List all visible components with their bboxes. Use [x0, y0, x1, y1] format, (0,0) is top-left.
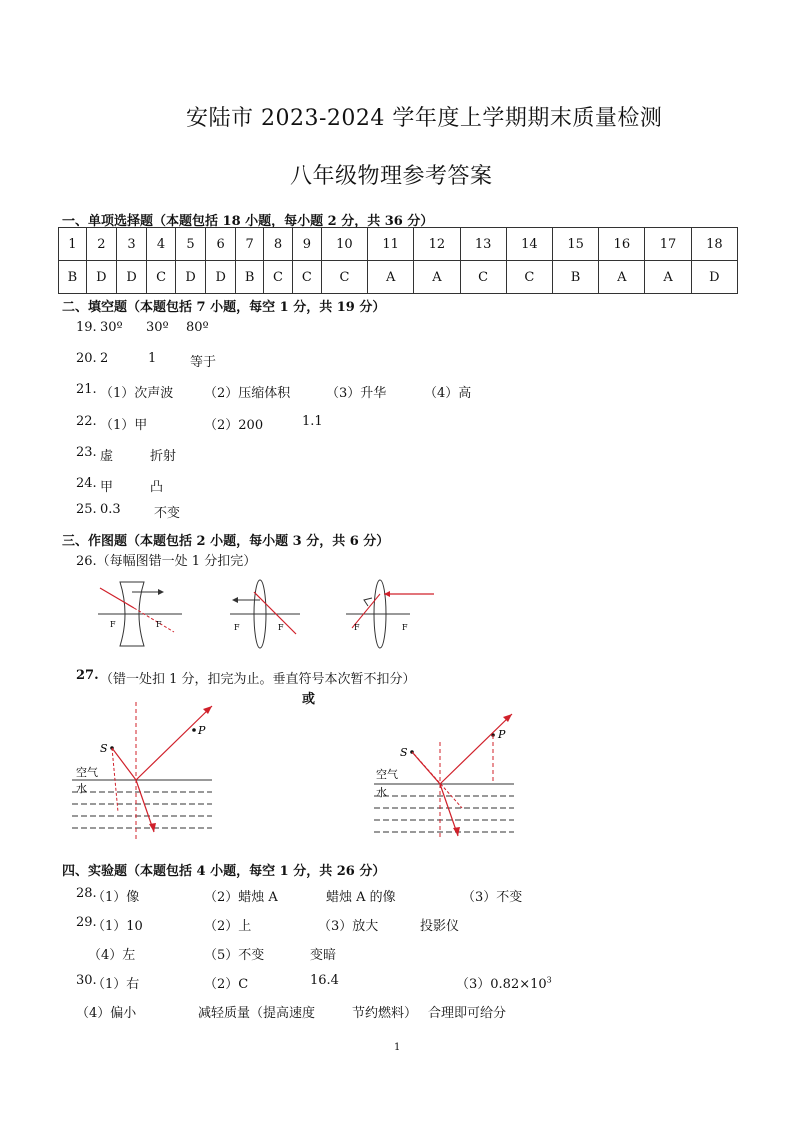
section-1-heading: 一、单项选择题（本题包括 18 小题，每小题 2 分，共 36 分） — [62, 214, 434, 229]
q27-note: （错一处扣 1 分，扣完为止。垂直符号本次暂不扣分） — [100, 672, 416, 687]
svg-text:F: F — [402, 623, 408, 632]
answer-cell: B — [552, 261, 598, 294]
q29-answer-e: （4）左 — [88, 948, 136, 963]
convex-lens-diagram-2 — [230, 580, 300, 648]
q28-answer-c: 蜡烛 A 的像 — [326, 890, 396, 905]
q24-answer-a: 甲 — [100, 480, 114, 495]
svg-text:S: S — [400, 746, 408, 759]
q29-answer-b: （2）上 — [204, 919, 252, 934]
q21-answer-b: （2）压缩体积 — [204, 386, 291, 401]
q28-answer-d: （3）不变 — [462, 890, 523, 905]
question-number-cell: 14 — [506, 228, 552, 261]
answer-cell: C — [506, 261, 552, 294]
q28-number: 28. — [76, 886, 97, 901]
answer-cell: C — [264, 261, 293, 294]
q20-number: 20. — [76, 351, 97, 366]
question-number-cell: 10 — [321, 228, 367, 261]
lens-diagrams — [90, 578, 450, 654]
q22-answer-b: （2）200 — [204, 418, 264, 433]
answer-cell: A — [414, 261, 460, 294]
svg-text:F: F — [110, 620, 116, 629]
convex-lens-diagram-3 — [346, 580, 434, 648]
q30-answer-d-exponent: 3 — [546, 975, 552, 985]
svg-text:水: 水 — [376, 786, 387, 799]
q30-number: 30. — [76, 973, 97, 988]
answer-cell: D — [175, 261, 205, 294]
q25-answer-b: 不变 — [154, 506, 181, 521]
q25-answer-a: 0.3 — [100, 502, 121, 517]
q30-answer-h: 合理即可给分 — [428, 1006, 507, 1021]
q20-answer-a: 2 — [100, 351, 109, 366]
answer-cell: A — [645, 261, 691, 294]
svg-text:S: S — [100, 742, 108, 755]
answer-cell: C — [460, 261, 506, 294]
question-number-cell: 9 — [292, 228, 321, 261]
q29-answer-c: （3）放大 — [318, 919, 379, 934]
q23-answer-a: 虚 — [100, 449, 114, 464]
svg-text:F: F — [156, 620, 162, 629]
q20-answer-b: 1 — [148, 351, 157, 366]
q22-answer-c: 1.1 — [302, 414, 323, 429]
q30-answer-e: （4）偏小 — [76, 1006, 137, 1021]
question-number-cell: 6 — [206, 228, 236, 261]
page-title: 安陆市 2023-2024 学年度上学期期末质量检测 — [186, 106, 663, 131]
refraction-diagram-right — [374, 712, 524, 842]
question-number-cell: 12 — [414, 228, 460, 261]
section-4-heading: 四、实验题（本题包括 4 小题，每空 1 分，共 26 分） — [62, 864, 386, 879]
question-number-cell: 5 — [175, 228, 205, 261]
answer-cell: D — [86, 261, 116, 294]
q25-number: 25. — [76, 502, 97, 517]
answer-cell: A — [368, 261, 414, 294]
question-number-cell: 3 — [116, 228, 146, 261]
q23-answer-b: 折射 — [150, 449, 177, 464]
q19-answer-b: 30º — [146, 320, 169, 335]
q21-number: 21. — [76, 382, 97, 397]
q19-number: 19. — [76, 320, 97, 335]
question-number-cell: 7 — [236, 228, 264, 261]
question-number-cell: 2 — [86, 228, 116, 261]
q22-number: 22. — [76, 414, 97, 429]
answer-row — [59, 261, 738, 294]
q20-answer-c: 等于 — [190, 355, 217, 370]
q19-answer-a: 30º — [100, 320, 123, 335]
question-number-cell: 18 — [691, 228, 737, 261]
answer-cell: D — [116, 261, 146, 294]
q24-number: 24. — [76, 476, 97, 491]
q27-number: 27. — [76, 668, 99, 683]
q29-number: 29. — [76, 915, 97, 930]
question-number-cell: 4 — [147, 228, 176, 261]
svg-text:空气: 空气 — [76, 766, 98, 779]
section-2-heading: 二、填空题（本题包括 7 小题，每空 1 分，共 19 分） — [62, 300, 386, 315]
section-3-heading: 三、作图题（本题包括 2 小题，每小题 3 分，共 6 分） — [62, 534, 390, 549]
answer-table — [58, 227, 738, 294]
q29-answer-f: （5）不变 — [204, 948, 265, 963]
question-number-cell: 17 — [645, 228, 691, 261]
q30-answer-d-base: （3）0.82×10 — [456, 977, 547, 992]
answer-cell: B — [236, 261, 264, 294]
question-number-cell: 13 — [460, 228, 506, 261]
q26-note: 26.（每幅图错一处 1 分扣完） — [76, 554, 257, 569]
question-number-cell: 16 — [599, 228, 645, 261]
q24-answer-b: 凸 — [150, 480, 164, 495]
q30-answer-d — [456, 973, 552, 992]
question-number-cell: 8 — [264, 228, 293, 261]
answer-cell: C — [292, 261, 321, 294]
svg-text:P: P — [198, 724, 206, 737]
question-number-cell: 1 — [59, 228, 87, 261]
q21-answer-d: （4）高 — [424, 386, 472, 401]
answer-cell: C — [147, 261, 176, 294]
q30-answer-f: 减轻质量（提高速度 — [198, 1006, 316, 1021]
q28-answer-a: （1）像 — [92, 890, 140, 905]
q29-answer-d: 投影仪 — [420, 919, 460, 934]
svg-text:F: F — [354, 623, 360, 632]
svg-text:水: 水 — [76, 782, 87, 795]
page-number: 1 — [394, 1042, 401, 1053]
concave-lens-diagram-1 — [98, 582, 182, 646]
q23-number: 23. — [76, 445, 97, 460]
q28-answer-b: （2）蜡烛 A — [204, 890, 278, 905]
q19-answer-c: 80º — [186, 320, 209, 335]
answer-cell: D — [206, 261, 236, 294]
q30-answer-a: （1）右 — [92, 977, 140, 992]
q21-answer-c: （3）升华 — [326, 386, 387, 401]
svg-text:P: P — [498, 728, 506, 741]
q21-answer-a: （1）次声波 — [100, 386, 174, 401]
svg-text:F: F — [278, 623, 284, 632]
or-label: 或 — [302, 692, 316, 707]
svg-text:空气: 空气 — [376, 768, 398, 781]
q30-answer-g: 节约燃料） — [352, 1006, 418, 1021]
question-number-row — [59, 228, 738, 261]
q29-answer-g: 变暗 — [310, 948, 337, 963]
page-subtitle: 八年级物理参考答案 — [290, 164, 493, 189]
question-number-cell: 11 — [368, 228, 414, 261]
q22-answer-a: （1）甲 — [100, 418, 148, 433]
answer-cell: C — [321, 261, 367, 294]
svg-text:F: F — [234, 623, 240, 632]
answer-cell: A — [599, 261, 645, 294]
answer-cell: B — [59, 261, 87, 294]
q30-answer-c: 16.4 — [310, 973, 339, 988]
answer-cell: D — [691, 261, 737, 294]
refraction-diagram-left — [72, 702, 248, 842]
q30-answer-b: （2）C — [204, 977, 249, 992]
q29-answer-a: （1）10 — [92, 919, 143, 934]
question-number-cell: 15 — [552, 228, 598, 261]
